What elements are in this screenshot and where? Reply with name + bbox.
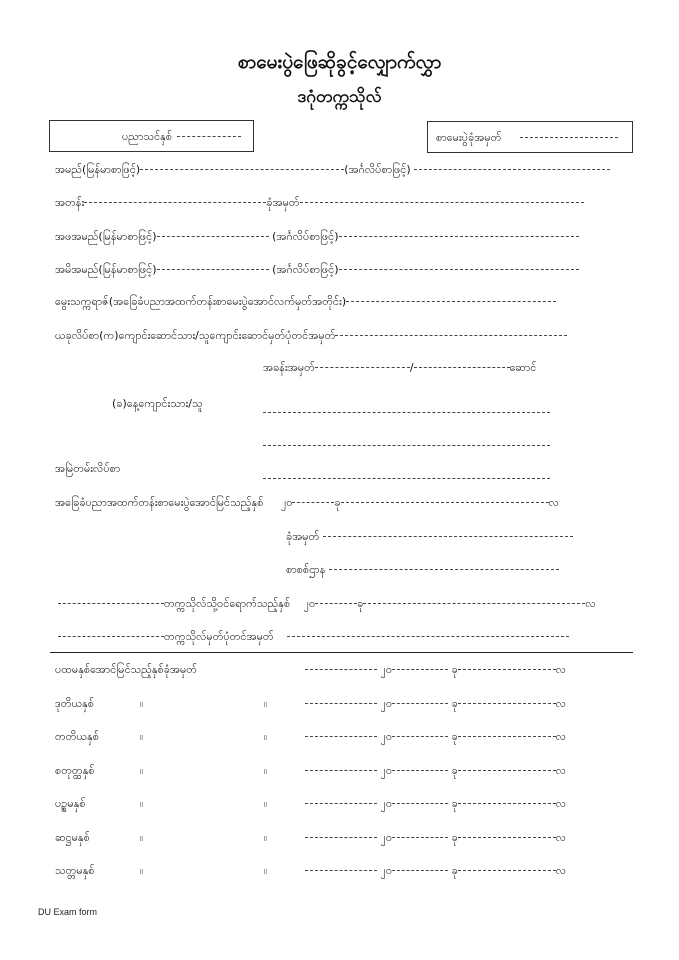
footer-note: DU Exam form xyxy=(38,907,98,917)
permanent-address-label: အမြဲတမ်းလိပ်စာ xyxy=(55,462,121,475)
name-en-field[interactable] xyxy=(414,169,610,170)
year-suffix: ခု xyxy=(451,831,458,844)
hostel-label: ဆောင် xyxy=(509,361,537,374)
ditto-mark: ။ xyxy=(264,864,268,877)
univ-reg-prefix-field[interactable] xyxy=(58,636,164,637)
ditto-mark: ။ xyxy=(264,730,268,743)
month-field[interactable] xyxy=(458,736,556,737)
month-field[interactable] xyxy=(458,770,556,771)
father-mm-field[interactable] xyxy=(157,236,269,237)
matric-year-prefix: ၂၀ xyxy=(280,496,293,509)
univ-entry-year-field[interactable] xyxy=(315,603,357,604)
univ-reg-field[interactable] xyxy=(287,636,569,637)
year-label: စတုတ္ထနှစ် xyxy=(55,764,95,777)
name-row xyxy=(55,162,610,178)
first-year-record xyxy=(305,662,566,678)
roll-field[interactable] xyxy=(305,870,377,871)
matric-year-row xyxy=(55,495,559,511)
exam-center-field[interactable] xyxy=(329,569,559,570)
univ-entry-year-prefix: ၂၀ xyxy=(303,597,316,610)
year-suffix: ခု xyxy=(451,697,458,710)
year-record-row xyxy=(55,763,566,779)
year-prefix: ၂၀ xyxy=(380,697,393,710)
academic-year-box[interactable] xyxy=(49,120,254,152)
ditto-mark: ။ xyxy=(140,697,144,710)
month-suffix: လ xyxy=(555,663,567,676)
year-label: ဒုတိယနှစ် xyxy=(55,697,94,710)
univ-entry-row xyxy=(58,596,596,612)
year-field[interactable] xyxy=(392,770,448,771)
ditto-mark: ။ xyxy=(264,697,268,710)
roll-field[interactable] xyxy=(305,770,377,771)
year-suffix: ခု xyxy=(451,797,458,810)
year-record-row xyxy=(55,729,566,745)
year-prefix: ၂၀ xyxy=(380,663,393,676)
matric-roll-field[interactable] xyxy=(323,536,573,537)
ditto-mark: ။ xyxy=(140,797,144,810)
univ-reg-row xyxy=(58,629,569,645)
year-field[interactable] xyxy=(392,837,448,838)
father-row xyxy=(55,229,579,245)
exam-center-row xyxy=(286,562,559,578)
year-label: တတိယနှစ် xyxy=(55,730,99,743)
year-prefix: ၂၀ xyxy=(380,797,393,810)
matric-roll-label: ခုံအမှတ် xyxy=(286,530,320,543)
class-field[interactable] xyxy=(84,202,266,203)
room-label: အခန်းအမှတ် xyxy=(263,361,315,374)
exam-roll-label: စာမေးပွဲခုံအမှတ် xyxy=(436,131,502,144)
permanent-address-field[interactable] xyxy=(263,478,550,479)
first-year-month-field[interactable] xyxy=(458,669,556,670)
year-suffix: ခု xyxy=(451,730,458,743)
father-mm-label: အဖအမည်(မြန်မာစာဖြင့်) xyxy=(55,230,157,243)
exam-roll-field[interactable] xyxy=(520,137,618,138)
room-field[interactable] xyxy=(315,367,410,368)
univ-entry-prefix-field[interactable] xyxy=(58,603,164,604)
matric-roll-row xyxy=(286,529,573,545)
roll-label: ခုံအမှတ် xyxy=(266,196,300,209)
matric-year-field[interactable] xyxy=(292,502,334,503)
univ-entry-label: တက္ကသိုလ်သို့ဝင်ရောက်သည့်နှစ် xyxy=(164,597,291,610)
first-year-label: ပထမနှစ်အောင်မြင်သည့်နှစ်ခုံအမှတ် xyxy=(55,663,197,676)
month-suffix: လ xyxy=(555,864,567,877)
year-prefix: ၂၀ xyxy=(380,764,393,777)
ditto-mark: ။ xyxy=(140,730,144,743)
mother-row xyxy=(55,262,579,278)
current-address-row xyxy=(55,328,567,344)
hostel-reg-field[interactable] xyxy=(335,335,567,336)
exam-roll-box[interactable] xyxy=(427,121,633,153)
year-record-row xyxy=(55,830,566,846)
year-field[interactable] xyxy=(392,703,448,704)
month-field[interactable] xyxy=(458,837,556,838)
ditto-mark: ။ xyxy=(140,764,144,777)
month-field[interactable] xyxy=(458,870,556,871)
ditto-mark: ။ xyxy=(264,764,268,777)
ditto-mark: ။ xyxy=(140,864,144,877)
roll-field[interactable] xyxy=(305,803,377,804)
name-mm-label: အမည်(မြန်မာစာဖြင့်) xyxy=(55,163,141,176)
matric-month-field[interactable] xyxy=(341,502,549,503)
univ-reg-label: တက္ကသိုလ်မှတ်ပုံတင်အမှတ် xyxy=(164,630,274,643)
month-field[interactable] xyxy=(458,803,556,804)
year-suffix: ခု xyxy=(451,864,458,877)
univ-entry-month-suffix: လ xyxy=(585,597,596,610)
dob-row xyxy=(55,294,556,310)
mother-en-field[interactable] xyxy=(339,269,579,270)
univ-entry-month-field[interactable] xyxy=(363,603,585,604)
name-mm-field[interactable] xyxy=(140,169,344,170)
roll-field[interactable] xyxy=(305,736,377,737)
class-label: အတန်း xyxy=(55,196,85,209)
mother-mm-field[interactable] xyxy=(157,269,269,270)
matric-year-suffix: ခု xyxy=(334,496,341,509)
day-student-address-line-1[interactable] xyxy=(263,412,550,413)
year-prefix: ၂၀ xyxy=(380,864,393,877)
year-label: သတ္တမနှစ် xyxy=(55,864,95,877)
year-record-row xyxy=(55,863,566,879)
year-label: ပဥ္စမနှစ် xyxy=(55,797,86,810)
year-label: ဆဋ္ဌမနှစ် xyxy=(55,831,90,844)
dob-field[interactable] xyxy=(346,301,556,302)
ditto-mark: ။ xyxy=(140,831,144,844)
year-record-row xyxy=(55,696,566,712)
academic-year-field[interactable] xyxy=(177,136,241,137)
month-suffix: လ xyxy=(555,730,567,743)
mother-en-label: (အင်္ဂလိပ်စာဖြင့်) xyxy=(272,263,339,276)
year-suffix: ခု xyxy=(451,764,458,777)
first-year-roll-field[interactable] xyxy=(305,669,377,670)
roll-field[interactable] xyxy=(300,202,584,203)
year-field[interactable] xyxy=(392,736,448,737)
academic-year-label: ပညာသင်နှစ် xyxy=(122,130,173,143)
month-suffix: လ xyxy=(555,831,567,844)
day-student-label: (ခ)နေ့ကျောင်းသား/သူ xyxy=(112,397,203,410)
year-field[interactable] xyxy=(392,870,448,871)
ditto-mark: ။ xyxy=(264,797,268,810)
form-title: စာမေးပွဲဖြေဆိုခွင့်လျှောက်လွှာ xyxy=(237,51,442,73)
current-address-label: ယခုလိပ်စာ(က)ကျောင်းဆောင်သား/သူကျောင်းဆောင်မှတ်ပုံတင်အမှတ် xyxy=(55,329,336,342)
father-en-field[interactable] xyxy=(339,236,579,237)
year-prefix: ၂၀ xyxy=(380,730,393,743)
year-record-row xyxy=(55,796,566,812)
dob-label: မွေးသက္ကရာဇ်(အခြေခံပညာအထက်တန်းစာမေးပွဲအောင်လက်မှတ်အတိုင်း) xyxy=(55,295,347,308)
day-student-address-line-2[interactable] xyxy=(263,445,550,446)
father-en-label: (အင်္ဂလိပ်စာဖြင့်) xyxy=(272,230,339,243)
hostel-field[interactable] xyxy=(414,367,510,368)
room-row xyxy=(263,360,536,376)
year-prefix: ၂၀ xyxy=(380,831,393,844)
month-suffix: လ xyxy=(555,764,567,777)
year-field[interactable] xyxy=(392,803,448,804)
matric-year-label: အခြေခံပညာအထက်တန်းစာမေးပွဲအောင်မြင်သည့်နှစ် xyxy=(55,496,264,509)
exam-center-label: စာစစ်ဌာန xyxy=(286,563,326,576)
section-divider xyxy=(50,652,633,653)
year-suffix: ခု xyxy=(451,663,458,676)
ditto-mark: ။ xyxy=(264,831,268,844)
month-suffix: လ xyxy=(555,697,567,710)
month-field[interactable] xyxy=(458,703,556,704)
matric-month-suffix: လ xyxy=(548,496,559,509)
month-suffix: လ xyxy=(555,797,567,810)
university-name: ဒဂုံတက္ကသိုလ် xyxy=(297,87,382,107)
slash: / xyxy=(409,361,414,374)
roll-field[interactable] xyxy=(305,837,377,838)
mother-mm-label: အမိအမည်(မြန်မာစာဖြင့်) xyxy=(55,263,157,276)
roll-field[interactable] xyxy=(305,703,377,704)
name-en-label: (အင်္ဂလိပ်စာဖြင့်) xyxy=(344,163,411,176)
univ-entry-year-suffix: ခု xyxy=(357,597,364,610)
class-row xyxy=(55,195,584,211)
first-year-year-field[interactable] xyxy=(392,669,448,670)
